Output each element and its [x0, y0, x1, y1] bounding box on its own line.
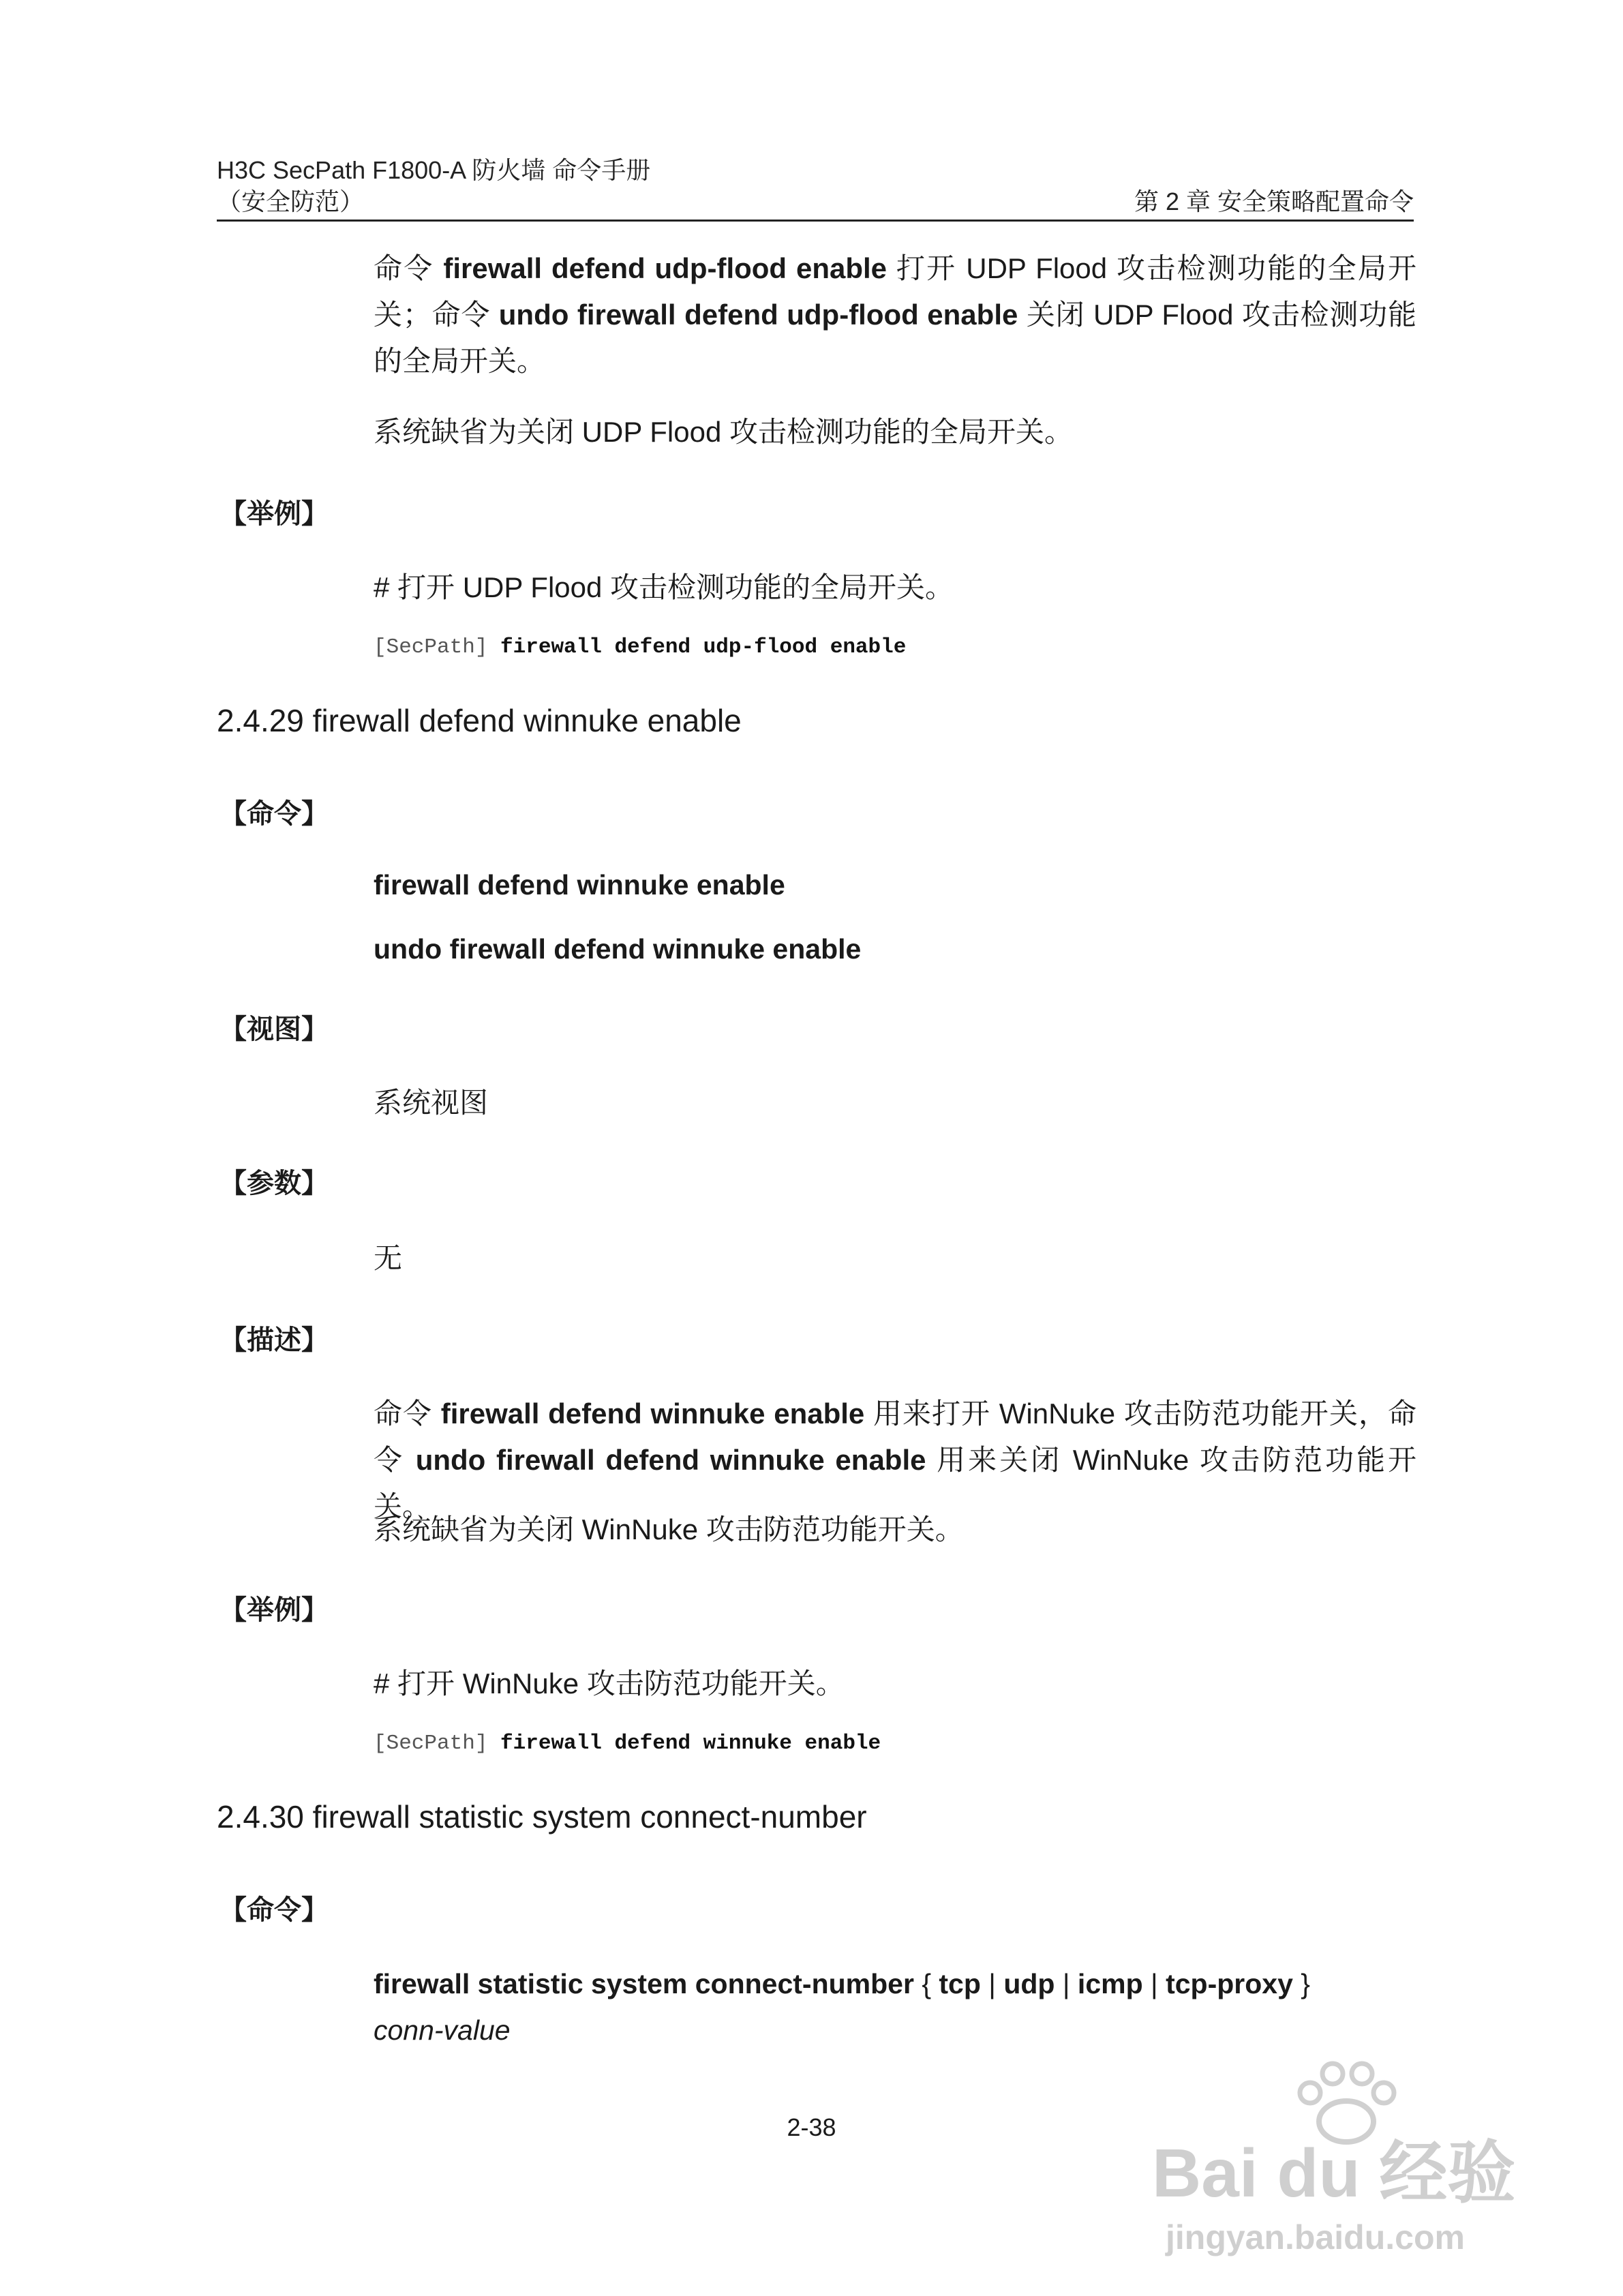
command-syntax-undo: undo firewall defend winnuke enable — [374, 933, 862, 965]
doc-header-chapter: 第 2 章 安全策略配置命令 — [1134, 187, 1414, 215]
section-label-example: 【举例】 — [219, 1595, 329, 1625]
example-code: [SecPath] firewall defend udp-flood enable — [374, 635, 907, 659]
doc-header-product: H3C SecPath F1800-A 防火墙 命令手册 — [217, 156, 651, 184]
example-comment: # 打开 UDP Flood 攻击检测功能的全局开关。 — [374, 571, 954, 603]
view-value: 系统视图 — [374, 1087, 489, 1119]
example-comment: # 打开 WinNuke 攻击防范功能开关。 — [374, 1667, 845, 1700]
example-code: [SecPath] firewall defend winnuke enable — [374, 1732, 881, 1755]
udp-flood-default: 系统缺省为关闭 UDP Flood 攻击检测功能的全局开关。 — [374, 416, 1073, 448]
winnuke-default: 系统缺省为关闭 WinNuke 攻击防范功能开关。 — [374, 1513, 964, 1545]
command-argument: conn-value — [374, 2014, 511, 2046]
cmd-winnuke-enable: firewall defend winnuke enable — [440, 1398, 865, 1430]
section-title-2-4-29: 2.4.29 firewall defend winnuke enable — [217, 703, 742, 738]
section-label-command: 【命令】 — [219, 799, 329, 829]
section-label-parameters: 【参数】 — [219, 1168, 329, 1198]
cmd-undo-udp-flood-enable: undo firewall defend udp-flood enable — [498, 299, 1018, 331]
udp-flood-description: 命令 firewall defend udp-flood enable 打开 UDP Flood 攻击检测功能的全局开关；命令 undo firewall defend udp-flood enable 关闭 UDP Flood 攻击检测功能的全局开关。 — [374, 252, 1417, 377]
command-syntax: firewall defend winnuke enable — [374, 869, 785, 901]
section-label-description: 【描述】 — [219, 1325, 329, 1355]
cmd-undo-winnuke-enable: undo firewall defend winnuke enable — [415, 1444, 926, 1476]
command-syntax-connect-number: firewall statistic system connect-number { tcp | udp | icmp | tcp-proxy } conn-value — [374, 1968, 1310, 2046]
winnuke-description: 命令 firewall defend winnuke enable 用来打开 WinNuke 攻击防范功能开关，命令 undo firewall defend winnuke enable 用来关闭 WinNuke 攻击防范功能开关。 — [374, 1398, 1417, 1522]
watermark-logo: Bai du 经验 — [1152, 2135, 1516, 2211]
watermark-url: jingyan.baidu.com — [1166, 2218, 1465, 2256]
header-divider — [217, 220, 1414, 222]
baidu-jingyan-watermark — [1152, 2059, 1534, 2263]
parameters-value: 无 — [374, 1242, 403, 1274]
doc-header-volume: （安全防范） — [217, 187, 365, 215]
section-title-2-4-30: 2.4.30 firewall statistic system connect-number — [217, 1799, 867, 1834]
cmd-udp-flood-enable: firewall defend udp-flood enable — [443, 252, 888, 284]
page-number: 2-38 — [787, 2113, 836, 2141]
section-label-command: 【命令】 — [219, 1895, 329, 1925]
section-label-view: 【视图】 — [219, 1014, 329, 1044]
section-label-example: 【举例】 — [219, 499, 329, 529]
